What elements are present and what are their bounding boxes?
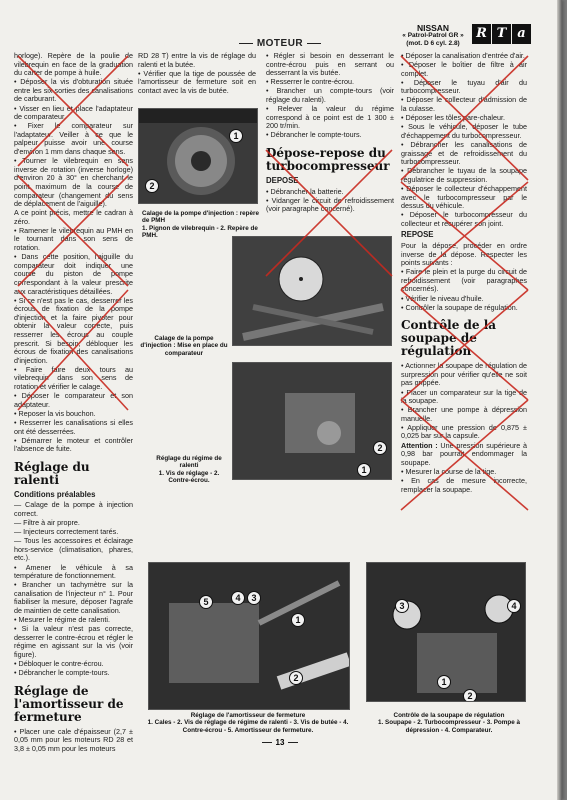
condition-item: — Calage de la pompe à injection correct.	[14, 500, 133, 518]
paragraph: • Déposer le boîtier de filtre à air complet.	[401, 60, 527, 78]
logo-letter: T	[492, 24, 511, 44]
repose-title: REPOSE	[401, 230, 434, 240]
paragraph: • Débrancher le compte-tours.	[14, 668, 110, 678]
paragraph: • Resserrer le contre-écrou.	[266, 77, 354, 87]
paragraph: • Reposer la vis bouchon.	[14, 408, 96, 418]
paragraph: • Déposer le collecteur d'admission de la culasse.	[401, 95, 527, 114]
paragraph: • Brancher une pompe à dépression manuelle.	[401, 405, 527, 423]
page-number: 13	[250, 738, 310, 747]
paragraph: • Appliquer une pression de 0,875 ± 0,025 bar sur la capsule.	[401, 422, 527, 441]
condition-item: — Tous les accessoires et éclairage hors-service (climatisation, phares, etc.).	[14, 536, 133, 563]
paragraph: • Si la valeur n'est pas correcte, desserrer le contre-écrou et régler le régime en agissant sur la vis (voir figure).	[14, 624, 133, 659]
column-2	[138, 52, 256, 96]
callout-4: 4	[231, 591, 245, 605]
caption-legend: 1. Cales - 2. Vis de réglage de régime de ralenti - 3. Vis de butée - 4. Contre-écrou - 5. Amortisseur de fermeture.	[147, 719, 349, 734]
figure-comparator-caption: Calage de la pompe d'injection : Mise en place du comparateur	[140, 335, 228, 357]
paragraph: • Mesurer la course de la tige.	[401, 466, 497, 476]
paragraph: • Visser en lieu et place l'adaptateur de comparateur.	[14, 103, 133, 122]
paragraph: • Resserrer les canalisations si elles ont été desserrées.	[14, 417, 133, 436]
paragraph: • Débrancher la batterie.	[266, 186, 344, 196]
figure-valve-caption	[364, 712, 534, 734]
callout-5: 5	[199, 595, 213, 609]
caption-legend: 1. Pignon de vilebrequin - 2. Repère de PMH.	[142, 224, 258, 240]
engine-photo	[233, 237, 392, 346]
callout-1: 1	[291, 613, 305, 627]
figure-damper-photo	[148, 562, 350, 710]
paragraph: • Déposer la vis d'obturation située entre les six sorties des canalisations de carburant.	[14, 77, 133, 104]
section-title-turbo: Dépose-repose du turbocompresseur	[266, 145, 390, 173]
paragraph: • Déposer le tuyau d'air du turbocompresseur.	[401, 77, 527, 96]
attention-label: Attention :	[401, 440, 438, 450]
vehicle-brand: NISSAN	[416, 23, 450, 33]
paragraph: • Si ce n'est pas le cas, desserrer les écrous de fixation de la pompe d'injection et la faire pivoter pour obtenir la valeur correcte, puis resserrer les écrous au couple prescrit. Si besoin, débloquer les écrous de fixation des canalisations d'injection.	[14, 295, 133, 365]
logo-letter: a	[512, 24, 531, 44]
paragraph: • Déposer les tôles pare-chaleur.	[401, 113, 505, 123]
vehicle-engine: (mot. D 6 cyl. 2.8)	[406, 40, 460, 47]
column-4	[401, 52, 527, 495]
paragraph: • Tourner le vilebrequin en sens inverse de rotation (inverse horloge) d'environ 20 à 30° en cherchant le point maximum de la course de comparateur (changement du sens de déplacement de l'aiguille).	[14, 156, 133, 209]
section-title-amortisseur: Réglage de l'amortisseur de fermeture	[14, 683, 124, 724]
logo-letter: R	[472, 24, 491, 44]
paragraph: • Vérifier le niveau d'huile.	[401, 293, 484, 303]
paragraph: • Débrancher les canalisations de graissage et de refroidissement du turbocompresseur.	[401, 139, 527, 167]
vehicle-info	[400, 24, 466, 48]
paragraph: • Débloquer le contre-écrou.	[14, 659, 104, 669]
vehicle-model: « Patrol-Patrol GR »	[402, 32, 464, 39]
caption-legend: 1. Soupape - 2. Turbocompresseur - 3. Pompe à dépression - 4. Comparateur.	[378, 719, 520, 734]
page-edge	[557, 0, 562, 800]
paragraph: • Vérifier que la tige de poussée de l'amortisseur de fermeture soit en contact avec la vis de butée.	[138, 68, 256, 95]
condition-item: — Filtre à air propre.	[14, 518, 80, 528]
paragraph: • Dans cette position, l'aiguille du comparateur doit indiquer une course du piston de pompe correspondant à la valeur prescrite aux caractéristiques détaillées.	[14, 252, 133, 296]
caption-title: Calage de la pompe d'injection : repère de PMH	[142, 210, 259, 225]
paragraph: • Amener le véhicule à sa température de fonctionnement.	[14, 562, 133, 581]
paragraph: Pour la dépose, procéder en ordre inverse de la dépose. Respecter les points suivants :	[401, 240, 527, 268]
paragraph: • Brancher un compte-tours (voir réglage du ralenti).	[266, 86, 394, 104]
figure-pmh-photo	[138, 108, 258, 204]
paragraph: • Faire faire deux tours au vilebrequin dans son sens de rotation et vérifier le calage.	[14, 364, 133, 392]
paragraph: • Placer une cale d'épaisseur (2,7 ± 0,05 mm pour les moteurs RD 28 et 3,8 ± 0,05 mm pour les moteurs	[14, 726, 133, 753]
caption-title: Réglage du régime de ralenti	[156, 455, 222, 470]
engine-photo	[233, 363, 392, 480]
column-3	[266, 52, 394, 214]
section-title-ralenti: Réglage du ralenti	[14, 459, 90, 487]
figure-idle-caption	[150, 455, 228, 485]
callout-4: 4	[507, 599, 521, 613]
paragraph: • Faire le plein et la purge du circuit de refroidissement (voir paragraphes concernés).	[401, 267, 527, 294]
paragraph: • Déposer la canalisation d'entrée d'air.	[401, 51, 525, 60]
caption-title: Contrôle de la soupape de régulation	[393, 712, 505, 719]
attention-text: Une pression supérieure à 0,98 bar pourrait endommager la soupape.	[401, 440, 527, 467]
paragraph: • Débrancher le compte-tours.	[266, 130, 362, 140]
depose-title: DEPOSE	[266, 175, 299, 185]
callout-2: 2	[373, 441, 387, 455]
paragraph: • Brancher un tachymètre sur la canalisation de l'injecteur n° 1. Pour fiabiliser la mesure, déposer l'agrafe de maintien de cette canalisation.	[14, 580, 133, 616]
condition-item: — Injecteurs correctement tarés.	[14, 527, 119, 537]
paragraph: • Mesurer le régime de ralenti.	[14, 615, 110, 625]
paragraph: • Régler si besoin en desserrant le contre-écrou puis en serrant ou desserrant la vis butée.	[266, 51, 394, 78]
paragraph: • Débrancher le tuyau de la soupape régulatrice de suppression.	[401, 166, 527, 184]
section-header: MOTEUR	[225, 38, 335, 49]
paragraph: • Relever la valeur du régime correspond à ce point est de 1 300 ± 200 tr/min.	[266, 104, 394, 131]
callout-2: 2	[463, 689, 477, 702]
figure-damper-caption	[140, 712, 356, 734]
rta-logo	[472, 24, 531, 44]
paragraph: • Sous le véhicule, déposer le tube d'échappement du turbocompresseur.	[401, 122, 527, 140]
engine-photo	[149, 563, 350, 710]
paragraph: • Démarrer le moteur et contrôler l'absence de fuite.	[14, 435, 133, 454]
caption-legend: 1. Vis de réglage - 2. Contre-écrou.	[158, 469, 220, 485]
paragraph: horloge). Repère de la poulie de vilebrequin en face de la graduation du carter de pompe à huile.	[14, 51, 133, 78]
paragraph: • En cas de mesure incorrecte, remplacer la soupape.	[401, 475, 527, 494]
callout-1: 1	[357, 463, 371, 477]
figure-comparator-photo	[232, 236, 392, 346]
paragraph: • Vidanger le circuit de refroidissement (voir paragraphe concerné).	[266, 195, 394, 214]
callout-3: 3	[247, 591, 261, 605]
callout-3: 3	[395, 599, 409, 613]
paragraph: • Actionner la soupape de régulation de surpression pour vérifier qu'elle ne soit pas grippée.	[401, 361, 527, 388]
section-title-soupape: Contrôle de la soupape de régulation	[401, 318, 497, 359]
paragraph: • Placer un comparateur sur la tige de la soupape.	[401, 387, 527, 406]
paragraph: RD 28 T) entre la vis de réglage du ralenti et la butée.	[138, 51, 256, 69]
paragraph: • Fixer le comparateur sur l'adaptateur. Veiller à ce que le palpeur puisse avoir une course d'environ 1 mm dans chaque sens.	[14, 121, 133, 157]
figure-valve-photo	[366, 562, 526, 702]
paragraph: • Ramener le vilebrequin au PMH en le tournant dans son sens de rotation.	[14, 225, 133, 253]
conditions-title: Conditions préalables	[14, 489, 96, 499]
paragraph: • Déposer le comparateur et son adaptateur.	[14, 391, 133, 409]
callout-2: 2	[289, 671, 303, 685]
attention-note	[401, 442, 527, 468]
caption-title: Réglage de l'amortisseur de fermeture	[190, 712, 306, 719]
callout-2: 2	[145, 179, 159, 193]
paragraph: • Déposer le turbocompresseur du collecteur et récupérer son joint.	[401, 210, 527, 228]
figure-idle-photo	[232, 362, 392, 480]
paragraph: • Déposer le collecteur d'échappement avec le turbocompresseur par le dessus du véhicule.	[401, 183, 527, 211]
paragraph: • Contrôler la soupape de régulation.	[401, 302, 518, 312]
callout-1: 1	[437, 675, 451, 689]
column-1	[14, 52, 133, 754]
paragraph: A ce point précis, mettre le cadran à zéro.	[14, 208, 133, 226]
callout-1: 1	[229, 129, 243, 143]
